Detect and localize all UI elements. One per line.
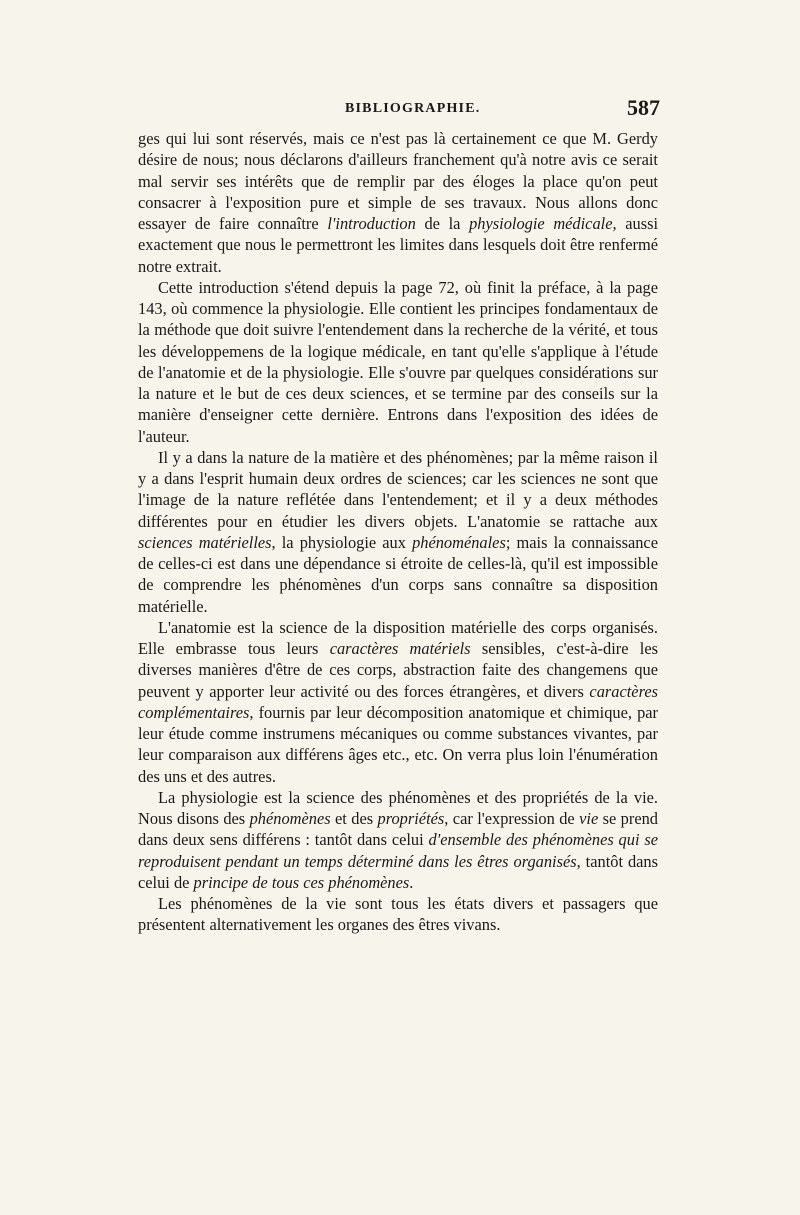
running-head <box>135 95 660 119</box>
paragraph-6 <box>138 893 658 936</box>
text-segment-italic: vie <box>579 809 599 828</box>
text-segment-italic: l'introduction <box>327 214 416 233</box>
text-segment: ges qui lui sont réservés, mais ce n'est pas là certainement ce que M. Gerdy désire de nous; nous déclarons d'ailleurs franchement qu'à notre avis ce serait mal servir ses intérêts que de remplir par des éloges la place qu'on peut consacrer à l'exposition pure et simple de ses travaux. Nous allons donc essayer de faire connaître <box>138 129 658 233</box>
text-segment: Les phénomènes de la vie sont tous les états divers et passagers que présentent alternativement les organes des êtres vivans. <box>138 894 658 935</box>
text-segment: La physiologie est la science des phénomènes et des propriétés de la vie. Nous disons des <box>138 787 658 828</box>
text-segment: ; mais la connaissance de celles-ci est dans une dépendance si étroite de celles-là, qu'il est impossible de comprendre les phénomènes d'un corps sans connaître sa disposition matérielle. <box>138 532 658 616</box>
text-segment-italic: sciences matérielles <box>138 532 272 552</box>
paragraph-2 <box>138 277 658 447</box>
text-segment-italic: principe de tous ces phénomènes <box>193 872 410 892</box>
text-segment-italic: physiologie médicale <box>469 214 613 233</box>
paragraph-1 <box>138 128 658 277</box>
text-segment-italic: phénoménales <box>412 532 506 552</box>
body-text <box>138 128 658 936</box>
text-segment-italic: caractères matériels <box>329 639 471 658</box>
text-segment-italic: d'ensemble des phénomènes qui se reproduisent pendant un temps déterminé dans les êtres organisés <box>138 830 658 871</box>
text-segment: se prend dans deux sens différens : tantôt dans celui <box>138 809 659 850</box>
text-segment: sensibles, c'est-à-dire les diverses manières d'être de ces corps, abstraction faite des changemens que peuvent y apporter leur activité ou des forces étrangères, et divers <box>138 639 658 701</box>
text-segment-italic: propriétés <box>377 809 445 828</box>
text-segment: , la physiologie aux <box>271 532 413 552</box>
text-segment: , aussi exactement que nous le permettront les limites dans lesquels doit être renfermé notre extrait. <box>138 214 659 276</box>
paragraph-4 <box>138 617 658 787</box>
text-segment: Cette introduction s'étend depuis la page 72, où finit la préface, à la page 143, où commence la physiologie. Elle contient les principes fondamentaux de la méthode que doit suivre l'entendement dans la recherche de la vérité, et tous les développemens de la logique médicale, en tant qu'elle s'applique à l'étude de l'anatomie et de la physiologie. Elle s'ouvre par quelques considérations sur la nature et le but de ces deux sciences, et se termine par des conseils sur la manière d'enseigner cette dernière. Entrons dans l'exposition des idées de l'auteur. <box>138 277 658 446</box>
paragraph-5 <box>138 787 658 893</box>
paragraph-3 <box>138 447 658 617</box>
running-title: BIBLIOGRAPHIE. <box>345 101 481 116</box>
text-segment: . <box>409 872 414 892</box>
text-segment: et des <box>330 809 378 828</box>
text-segment: de la <box>415 214 470 233</box>
text-segment: L'anatomie est la science de la disposition matérielle des corps organisés. Elle embrasse tous leurs <box>138 617 658 658</box>
text-segment: Il y a dans la nature de la matière et des phénomènes; par la même raison il y a dans l'esprit humain deux ordres de sciences; car les sciences ne sont que l'image de la nature reflétée dans l'entendement; et il y a deux méthodes différentes pour en étudier les divers objets. L'anatomie se rattache aux <box>138 447 658 531</box>
text-segment: , car l'expression de <box>444 809 580 828</box>
text-segment-italic: phénomènes <box>249 809 331 828</box>
page-number: 587 <box>627 95 660 120</box>
text-segment: , tantôt dans celui de <box>138 851 658 892</box>
text-segment-italic: caractères complémentaires <box>138 681 658 722</box>
text-segment: , fournis par leur décomposition anatomique et chimique, par leur étude comme instrumens mécaniques ou comme substances vivantes, par leur comparaison aux différens âges etc., etc. On verra plus loin l'énumération des uns et des autres. <box>138 702 658 786</box>
